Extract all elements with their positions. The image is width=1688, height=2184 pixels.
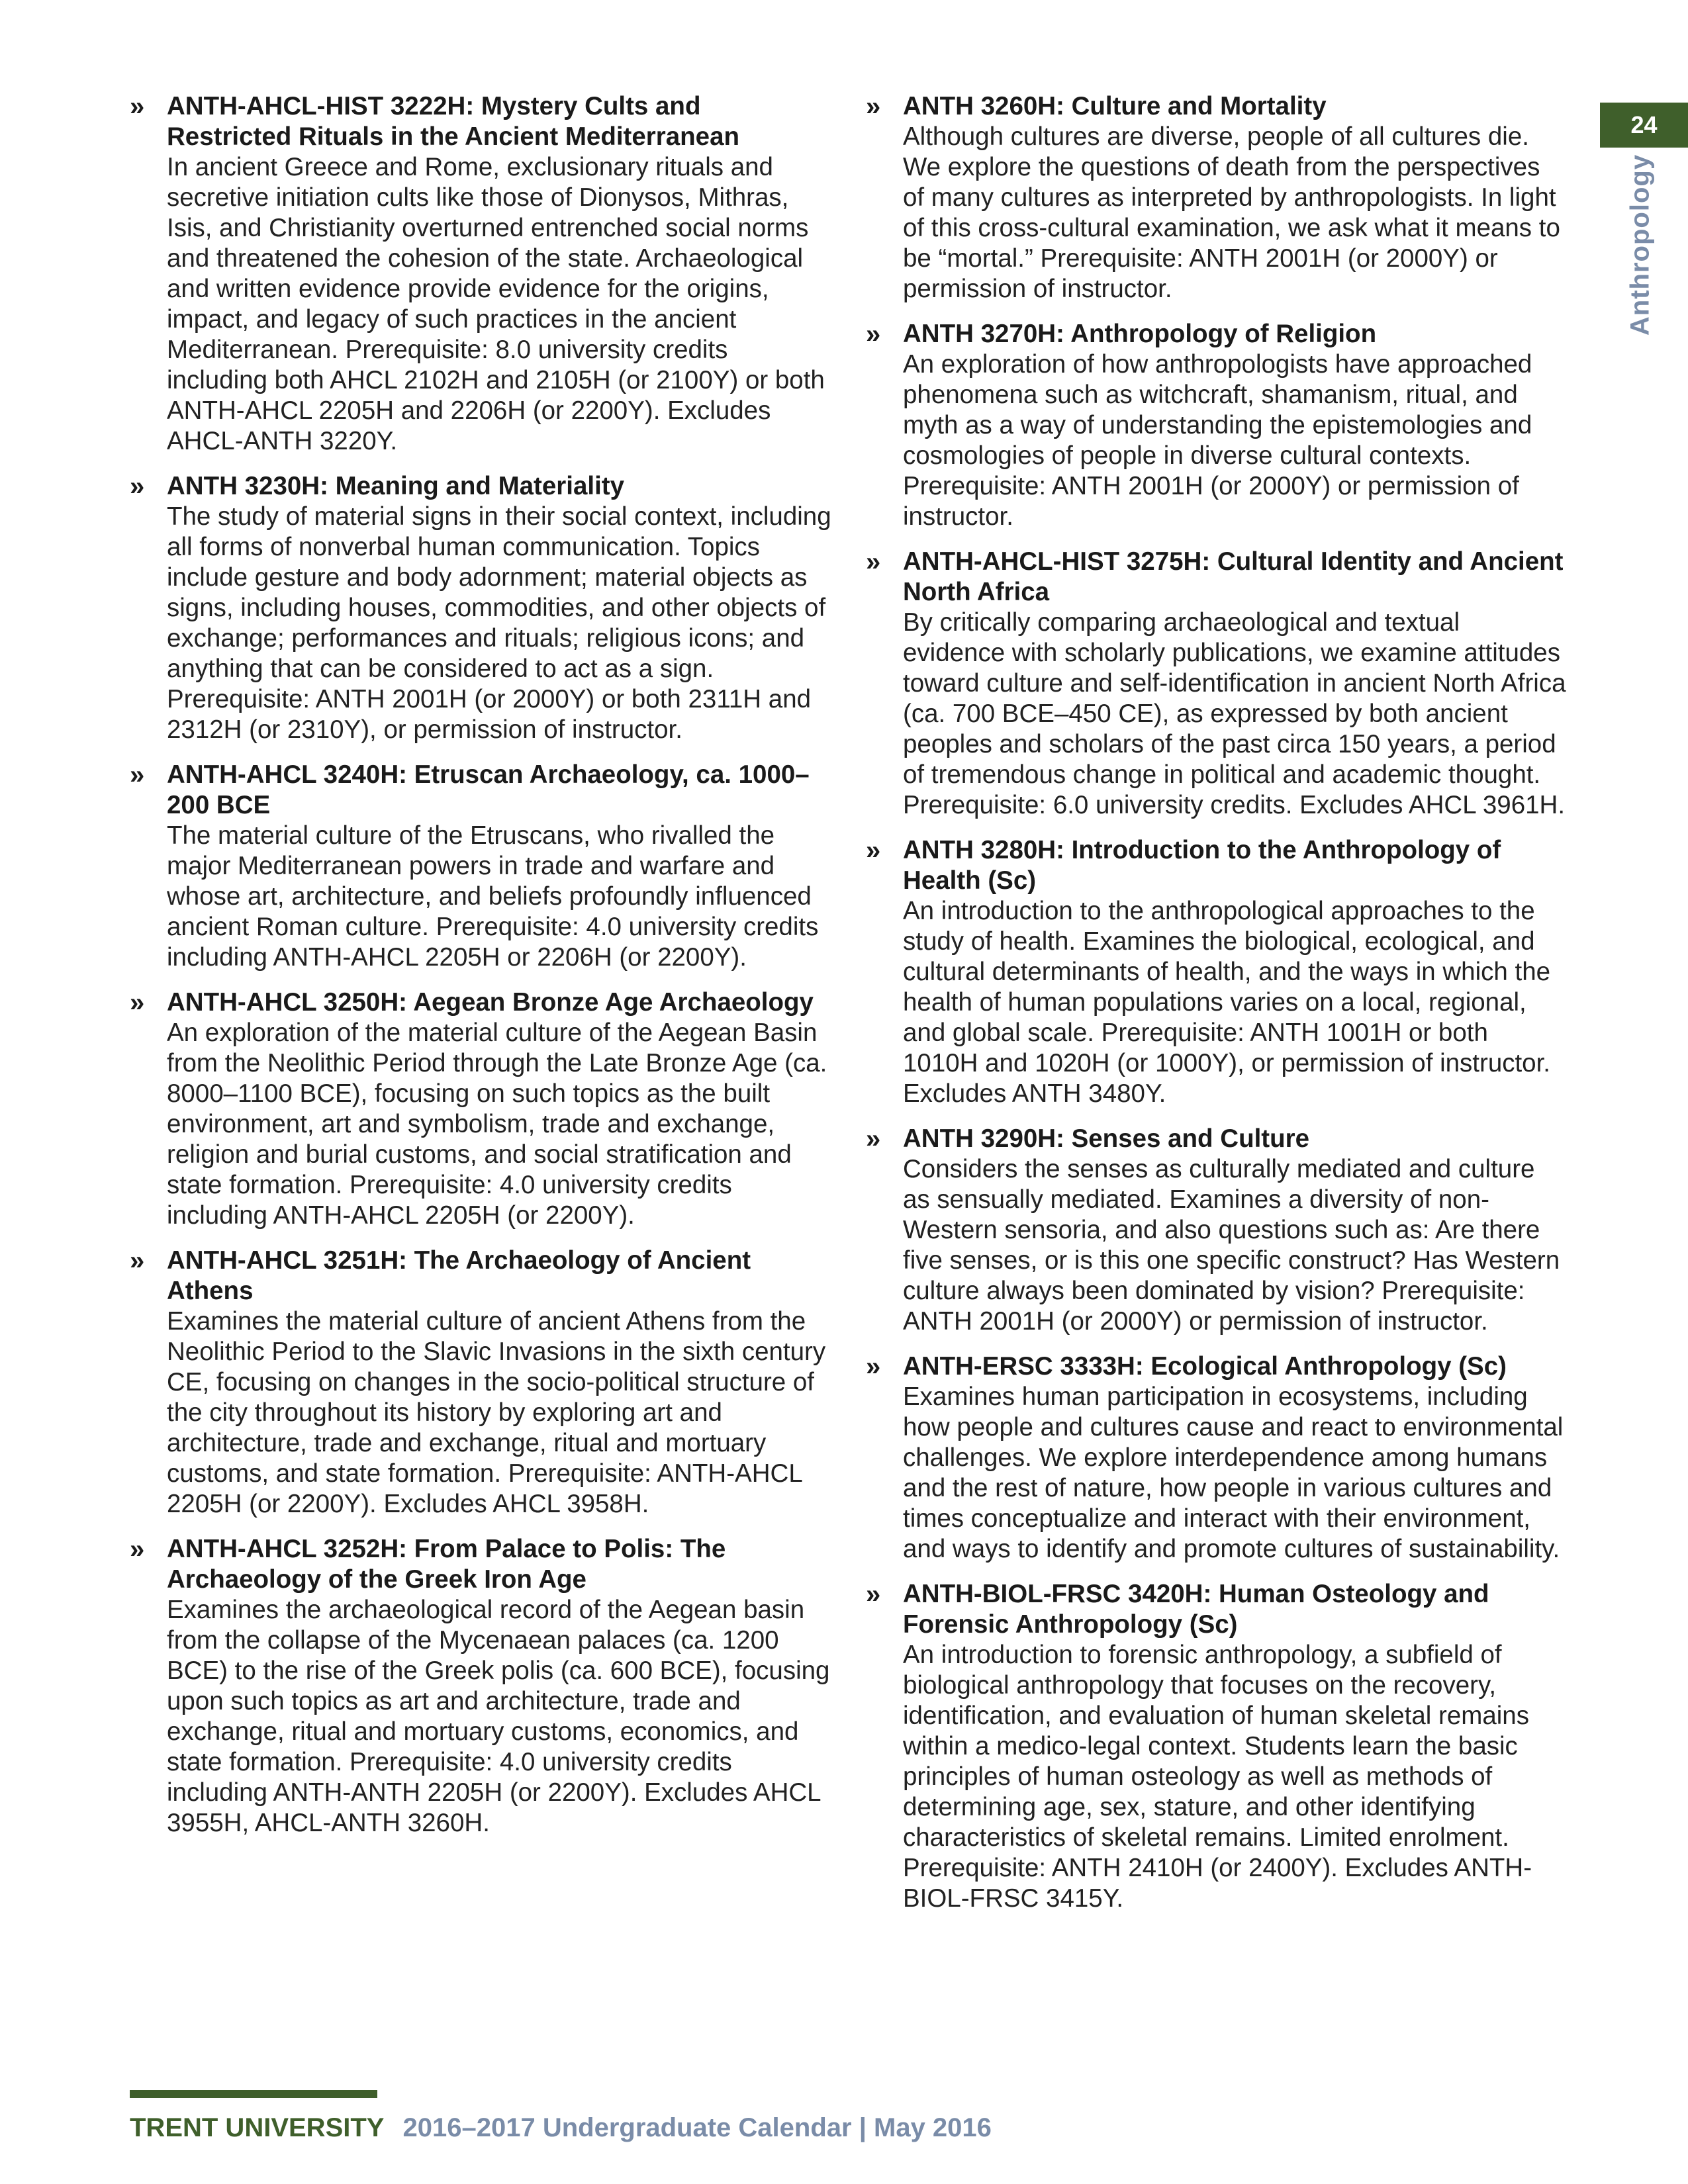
bullet-icon: » xyxy=(130,988,145,1017)
course-entry xyxy=(130,760,831,973)
footer-calendar-title: 2016–2017 Undergraduate Calendar | May 2016 xyxy=(402,2113,992,2142)
course-title: ANTH-AHCL 3251H: The Archaeology of Ancient Athens xyxy=(167,1246,751,1305)
course-description: An exploration of how anthropologists have approached phenomena such as witchcraft, shamanism, ritual, and myth as a way of understanding the epistemologies and cosmologies of people in diverse cultural contexts. Prerequisite: ANTH 2001H (or 2000Y) or permission of instructor. xyxy=(903,350,1532,531)
bullet-icon: » xyxy=(866,1580,881,1609)
course-entry xyxy=(866,319,1568,532)
course-description: Examines the material culture of ancient Athens from the Neolithic Period to the Slavic Invasions in the sixth century CE, focusing on changes in the socio-political structure of the city throughout its history by exploring art and architecture, trade and exchange, ritual and mortuary customs, and state formation. Prerequisite: ANTH-AHCL 2205H (or 2200Y). Excludes AHCL 3958H. xyxy=(167,1307,826,1518)
course-title: ANTH 3230H: Meaning and Materiality xyxy=(167,472,625,500)
page-number-badge: 24 xyxy=(1600,103,1688,148)
course-entry xyxy=(130,987,831,1231)
footer-university: TRENT UNIVERSITY xyxy=(130,2113,385,2142)
course-title: ANTH 3260H: Culture and Mortality xyxy=(903,92,1327,120)
course-entry xyxy=(866,1351,1568,1565)
course-list-right xyxy=(866,91,1568,1929)
course-title: ANTH-AHCL-HIST 3275H: Cultural Identity and Ancient North Africa xyxy=(903,547,1564,606)
course-description: Although cultures are diverse, people of all cultures die. We explore the questions of death from the perspectives of many cultures as interpreted by anthropologists. In light of this cross-cultural examination, we ask what it means to be “mortal.” Prerequisite: ANTH 2001H (or 2000Y) or permission of instructor. xyxy=(903,122,1560,303)
course-entry xyxy=(866,547,1568,821)
course-entry xyxy=(130,1534,831,1839)
course-description: Considers the senses as culturally mediated and culture as sensually mediated. Examines a diversity of non-Western sensoria, and also questions such as: Are there five senses, or is this one specific construct? Has Western culture always been dominated by vision? Prerequisite: ANTH 2001H (or 2000Y) or permission of instructor. xyxy=(903,1155,1560,1336)
course-title: ANTH-ERSC 3333H: Ecological Anthropology (Sc) xyxy=(903,1352,1507,1381)
course-entry xyxy=(866,91,1568,304)
bullet-icon: » xyxy=(866,836,881,865)
course-title: ANTH-AHCL 3250H: Aegean Bronze Age Archaeology xyxy=(167,988,814,1017)
page-footer xyxy=(130,2111,992,2144)
course-entry xyxy=(866,835,1568,1109)
course-entry xyxy=(130,471,831,745)
course-description: The material culture of the Etruscans, who rivalled the major Mediterranean powers in trade and warfare and whose art, architecture, and beliefs profoundly influenced ancient Roman culture. Prerequisite: 4.0 university credits including ANTH-AHCL 2205H or 2206H (or 2200Y). xyxy=(167,821,819,972)
bullet-icon: » xyxy=(866,320,881,349)
bullet-icon: » xyxy=(866,92,881,121)
bullet-icon: » xyxy=(130,1246,145,1275)
course-description: The study of material signs in their social context, including all forms of nonverbal human communication. Topics include gesture and body adornment; material objects as signs, including houses, commodities, and other objects of exchange; performances and rituals; religious icons; and anything that can be considered to act as a sign. Prerequisite: ANTH 2001H (or 2000Y) or both 2311H and 2312H (or 2310Y), or permission of instructor. xyxy=(167,502,831,744)
course-title: ANTH-AHCL 3252H: From Palace to Polis: The Archaeology of the Greek Iron Age xyxy=(167,1535,726,1594)
bullet-icon: » xyxy=(866,1352,881,1381)
course-title: ANTH 3280H: Introduction to the Anthropology of Health (Sc) xyxy=(903,836,1501,895)
course-entry xyxy=(130,1246,831,1520)
course-description: Examines the archaeological record of the Aegean basin from the collapse of the Mycenaean palaces (ca. 1200 BCE) to the rise of the Greek polis (ca. 600 BCE), focusing upon such topics as art and architecture, trade and exchange, ritual and mortuary customs, economics, and state formation. Prerequisite: 4.0 university credits including ANTH-ANTH 2205H (or 2200Y). Excludes AHCL 3955H, AHCL-ANTH 3260H. xyxy=(167,1596,830,1837)
course-entry xyxy=(130,91,831,457)
course-title: ANTH 3270H: Anthropology of Religion xyxy=(903,320,1377,348)
course-title: ANTH 3290H: Senses and Culture xyxy=(903,1124,1310,1153)
course-description: An introduction to the anthropological approaches to the study of health. Examines the biological, ecological, and cultural determinants of health, and the ways in which the health of human populations varies on a local, regional, and global scale. Prerequisite: ANTH 1001H or both 1010H and 1020H (or 1000Y), or permission of instructor. Excludes ANTH 3480Y. xyxy=(903,897,1551,1108)
bullet-icon: » xyxy=(866,547,881,576)
course-description: An introduction to forensic anthropology, a subfield of biological anthropology that focuses on the recovery, identification, and evaluation of human skeletal remains within a medico-legal context. Students learn the basic principles of human osteology as well as methods of determining age, sex, stature, and other identifying characteristics of skeletal remains. Limited enrolment. Prerequisite: ANTH 2410H (or 2400Y). Excludes ANTH-BIOL-FRSC 3415Y. xyxy=(903,1641,1532,1913)
bullet-icon: » xyxy=(866,1124,881,1154)
footer-rule xyxy=(130,2090,377,2098)
bullet-icon: » xyxy=(130,472,145,501)
course-title: ANTH-AHCL-HIST 3222H: Mystery Cults and Restricted Rituals in the Ancient Mediterranean xyxy=(167,92,740,151)
bullet-icon: » xyxy=(130,92,145,121)
course-entry xyxy=(866,1124,1568,1337)
course-description: In ancient Greece and Rome, exclusionary rituals and secretive initiation cults like those of Dionysos, Mithras, Isis, and Christianity overturned entrenched social norms and threatened the cohesion of the state. Archaeological and written evidence provide evidence for the origins, impact, and legacy of such practices in the ancient Mediterranean. Prerequisite: 8.0 university credits including both AHCL 2102H and 2105H (or 2100Y) or both ANTH-AHCL 2205H and 2206H (or 2200Y). Excludes AHCL-ANTH 3220Y. xyxy=(167,153,825,455)
bullet-icon: » xyxy=(130,760,145,790)
course-entry xyxy=(866,1579,1568,1914)
course-description: By critically comparing archaeological and textual evidence with scholarly publications, we examine attitudes toward culture and self-identification in ancient North Africa (ca. 700 BCE–450 CE), as expressed by both ancient peoples and scholars of the past circa 150 years, a period of tremendous change in political and academic thought. Prerequisite: 6.0 university credits. Excludes AHCL 3961H. xyxy=(903,608,1566,819)
course-description: Examines human participation in ecosystems, including how people and cultures cause and react to environmental challenges. We explore interdependence among humans and the rest of nature, how people in various cultures and times conceptualize and interact with their environment, and ways to identify and promote cultures of sustainability. xyxy=(903,1383,1564,1563)
course-description: An exploration of the material culture of the Aegean Basin from the Neolithic Period through the Late Bronze Age (ca. 8000–1100 BCE), focusing on such topics as the built environment, art and symbolism, trade and exchange, religion and burial customs, and social stratification and state formation. Prerequisite: 4.0 university credits including ANTH-AHCL 2205H (or 2200Y). xyxy=(167,1019,827,1230)
section-side-tab: Anthropology xyxy=(1625,154,1655,336)
course-title: ANTH-AHCL 3240H: Etruscan Archaeology, ca. 1000–200 BCE xyxy=(167,760,810,819)
bullet-icon: » xyxy=(130,1535,145,1564)
course-title: ANTH-BIOL-FRSC 3420H: Human Osteology and Forensic Anthropology (Sc) xyxy=(903,1580,1489,1639)
course-list-left xyxy=(130,91,831,1853)
